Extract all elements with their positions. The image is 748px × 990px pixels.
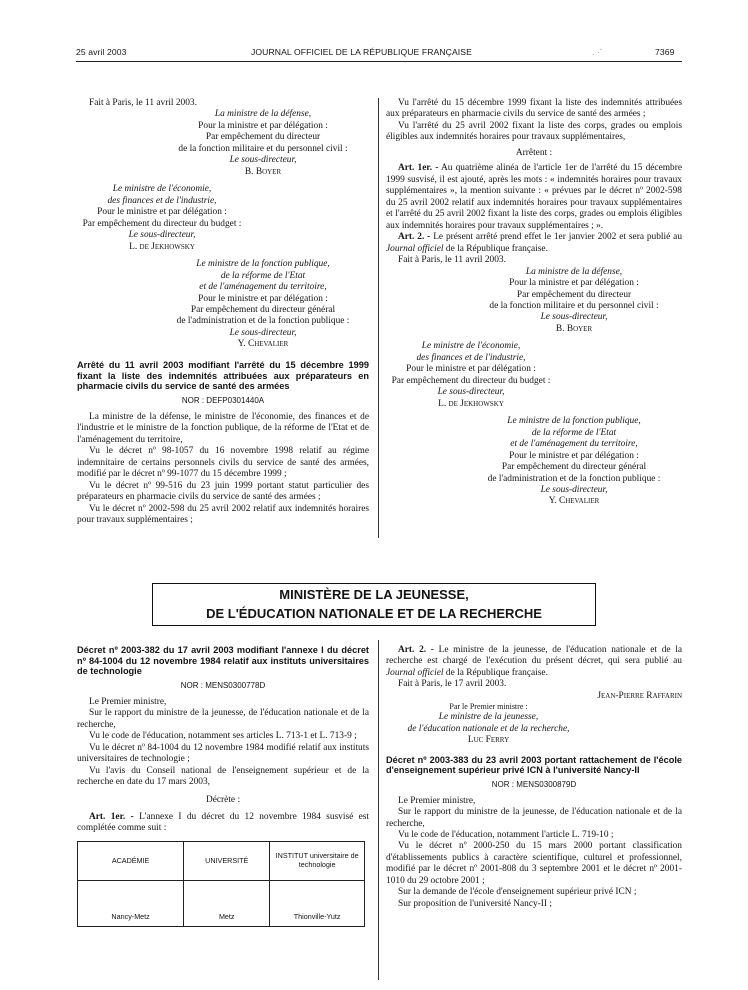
signatory-title: Le ministre de l'économie, [421,341,521,352]
journal-name: Journal officiel [386,667,444,678]
signatory-title: de l'éducation nationale et de la recherche, [407,723,570,734]
impediment-line: Par empêchement du directeur général [501,462,647,473]
article-text: Le ministre de la jeunesse, de l'éducation nationale et de la recherche est chargé de l'exécution du présent décret, qui sera publié au [386,645,683,667]
impediment-line: Par empêchement du directeur du budget : [391,375,551,386]
paragraph: Sur la demande de l'école d'enseignement supérieur privé ICN ; [398,887,637,898]
signatory-title: Le sous-directeur, [437,387,505,398]
article-2 [386,232,682,255]
delegation-line: Pour le ministre et par délégation : [509,450,639,461]
paragraph: Vu l'arrêté du 25 avril 2002 fixant la liste des corps, grades ou emplois éligibles aux indemnités horaires pour travaux supplémentaires, [386,120,682,143]
signatory-title: Le sous-directeur, [128,230,196,241]
delegation-line: Pour la ministre et par délégation : [198,120,328,131]
impediment-line: Par empêchement du directeur du budget : [82,218,242,229]
decret-title: Décret nº 2003-382 du 17 avril 2003 modifiant l'annexe I du décret nº 84-1004 du 12 novembre 1984 relatif aux instituts universitaires de technologie [77,645,369,677]
table-cell: Metz [184,880,270,926]
arrete-title: Arrêté du 11 avril 2003 modifiant l'arrêté du 15 décembre 1999 fixant la liste des indemnités attribuées aux préparateurs en pharmacie civils du service de santé des armées [77,360,369,392]
signatory-title: de la réforme de l'Etat [220,270,306,281]
signatory-name: Jean-Pierre Raffarin [597,690,682,701]
table-cell: Thionville-Yutz [270,880,365,926]
signatory-title: et de l'aménagement du territoire, [199,282,327,293]
date-line: Fait à Paris, le 11 avril 2003. [398,255,506,266]
arrete-block [77,360,369,526]
paragraph: Vu le décret nº 2000-250 du 15 mars 2000 portant classification d'établissements publics à caractère scientifique, culturel et professionnel, modifié par le décret nº 2001-808 du 3 septembre 2001 et le décret nº 2001-1010 du 29 octobre 2001 ; [386,841,682,886]
date-line: Fait à Paris, le 11 avril 2003. [89,98,197,108]
paragraph: Sur le rapport du ministre de la jeunesse, de l'éducation nationale et de la recherche, [386,807,682,829]
signatory-title: Le sous-directeur, [540,312,608,323]
article-label: Art. 2. - [398,232,431,243]
article-1 [386,163,682,232]
article-text: Le présent arrêté prend effet le 1er janvier 2002 et sera publié au [433,232,683,243]
paragraph: Le Premier ministre, [89,696,167,707]
paragraph: Le Premier ministre, [398,795,476,806]
signatory-name: B. Boyer [244,166,282,177]
arretent-line: Arrêtent : [515,147,553,158]
impediment-line: Par empêchement du directeur [205,132,321,143]
nor-reference: NOR : MENS0300778D [180,681,266,691]
impediment-line: Par empêchement du directeur [516,289,632,300]
article-text: Au quatrième alinéa de l'article 1er de l'arrêté du 15 décembre 1999 susvisé, il est ajouté, après les mots : « indemnités horaires pour travaux supplémentaires », la mention suivante : « prévues par le décret nº 2002-598 du 25 avril 2002 relatif aux indemnités horaires pour travaux supplémentaires et l'arrêté du 25 avril 2002 fixant la liste des corps, grades ou emplois éligibles aux indemnités horaires pour travaux supplémentaires ; ». [386,163,683,231]
signatory-title: Le ministre de l'économie, [112,184,212,195]
ministry-heading-line1: MINISTÈRE DE LA JEUNESSE, [279,587,469,602]
header-date: 25 avril 2003 [76,47,127,57]
delegation-line: Pour le ministre et par délégation : [97,207,227,218]
ministry-heading-box [152,583,596,626]
column-divider-bottom [378,640,379,980]
column-divider-top [378,98,379,538]
signatory-title: Le sous-directeur, [229,327,297,338]
nor-reference: NOR : MENS0300879D [491,779,577,789]
paragraph: Vu le décret nº 2002-598 du 25 avril 2002 relatif aux indemnités horaires pour travaux supplémentaires ; [77,503,369,525]
table-header-cell: UNIVERSITÉ [184,841,270,880]
signatory-name: Luc Ferry [467,735,510,746]
signatory-title: des finances et de l'industrie, [107,195,217,206]
table-row [78,880,365,926]
signatory-name: Y. Chevalier [237,339,289,350]
paragraph: La ministre de la défense, le ministre de l'économie, des finances et de l'industrie et le ministre de la fonction publique, de la réforme de l'Etat et de l'aménagement du territoire, [77,411,369,445]
article-label: Art. 1er. - [89,811,134,822]
impediment-line: de l'administration et de la fonction publique : [487,473,661,484]
paragraph: Vu l'arrêté du 15 décembre 1999 fixant la liste des indemnités attribuées aux préparateurs en pharmacie civils du service de santé des armées ; [386,98,682,120]
impediment-line: Par empêchement du directeur général [190,304,336,315]
decret-383-block [386,755,682,911]
signatory-title: Le sous-directeur, [540,485,608,495]
decret-title: Décret nº 2003-383 du 23 avril 2003 portant rattachement de l'école d'enseignement supérieur privé ICN à l'université Nancy-II [386,754,682,776]
signatory-title: La ministre de la défense, [525,266,623,277]
article-1 [77,812,369,835]
paragraph: Sur le rapport du ministre de la jeunesse, de l'éducation nationale et de la recherche, [77,708,369,730]
signatory-title: des finances et de l'industrie, [416,352,526,363]
paragraph: Vu le décret nº 99-516 du 23 juin 1999 portant statut particulier des préparateurs en pharmacie civils du service de santé des armées ; [77,480,369,503]
signatory-title: Le ministre de la fonction publique, [196,259,330,270]
right-arrete-continuation [386,98,682,508]
table-cell: Nancy-Metz [78,880,184,926]
header-page-number: 7369 [655,47,675,57]
article-label: Art. 1er. - [398,163,439,174]
article-text: de la République française. [443,243,548,254]
date-line: Fait à Paris, le 17 avril 2003. [398,679,507,690]
signatory-name: L. de Jekhowsky [438,398,504,409]
paragraph: Vu le décret nº 84-1004 du 12 novembre 1984 modifié relatif aux instituts universitaires de technologie ; [77,742,369,765]
signatory-title: Le ministre de la jeunesse, [438,712,539,723]
article-text: de la République française. [443,667,548,678]
table-header-cell: ACADÉMIE [78,841,184,880]
iut-table [77,841,365,927]
signatory-name: B. Boyer [555,323,593,334]
journal-name: Journal officiel [386,243,444,254]
paragraph: Vu l'avis du Conseil national de l'enseignement supérieur et de la recherche en date du 17 mars 2003, [77,765,369,788]
signatory-name: Y. Chevalier [548,496,600,507]
signatory-title: La ministre de la défense, [214,109,312,120]
article-label: Art. 2. - [398,645,434,655]
article-text: L'annexe I du décret du 12 novembre 1984 susvisé est complétée comme suit : [77,811,370,834]
delegation-line: Par le Premier ministre : [449,702,528,712]
paragraph: Sur proposition de l'université Nancy-II ; [398,898,553,909]
paragraph: Vu le code de l'éducation, notamment l'article L. 719-10 ; [398,830,614,840]
delegation-line: Pour le ministre et par délégation : [406,364,536,375]
signatory-title: Le ministre de la fonction publique, [507,416,641,427]
impediment-line: de l'administration et de la fonction publique : [176,316,350,327]
delegation-line: Pour le ministre et par délégation : [198,293,328,304]
paragraph: Vu le code de l'éducation, notamment ses articles L. 713-1 et L. 713-9 ; [89,731,357,742]
paragraph: Vu le décret nº 98-1057 du 16 novembre 1998 relatif au régime indemnitaire de certains personnels civils du service de santé des armées, modifié par le décret nº 99-1077 du 15 décembre 1999 ; [77,446,369,480]
article-2 [386,645,682,679]
delegation-line: Pour la ministre et par délégation : [509,278,639,289]
ministry-heading-line2: DE L'ÉDUCATION NATIONALE ET DE LA RECHERCHE [206,606,542,621]
table-header-cell: INSTITUT universitaire de technologie [270,841,365,880]
header-mark: . ·´ [592,47,603,57]
header-journal-title: JOURNAL OFFICIEL DE LA RÉPUBLIQUE FRANÇAISE [251,47,472,57]
decret-382-block [77,645,369,927]
table-header-row [78,841,365,880]
signatory-title: Le sous-directeur, [229,155,297,166]
nor-reference: NOR : DEFP0301440A [181,396,265,406]
header-rule [76,61,682,62]
impediment-line: de la fonction militaire et du personnel civil : [178,143,348,154]
signatory-title: et de l'aménagement du territoire, [510,439,638,450]
signatory-title: de la réforme de l'Etat [531,427,617,438]
impediment-line: de la fonction militaire et du personnel civil : [489,300,659,311]
decrete-line: Décrète : [205,794,241,805]
left-signatures-block [77,98,369,351]
signatory-name: L. de Jekhowsky [129,241,195,252]
decret-382-continuation [386,645,682,910]
